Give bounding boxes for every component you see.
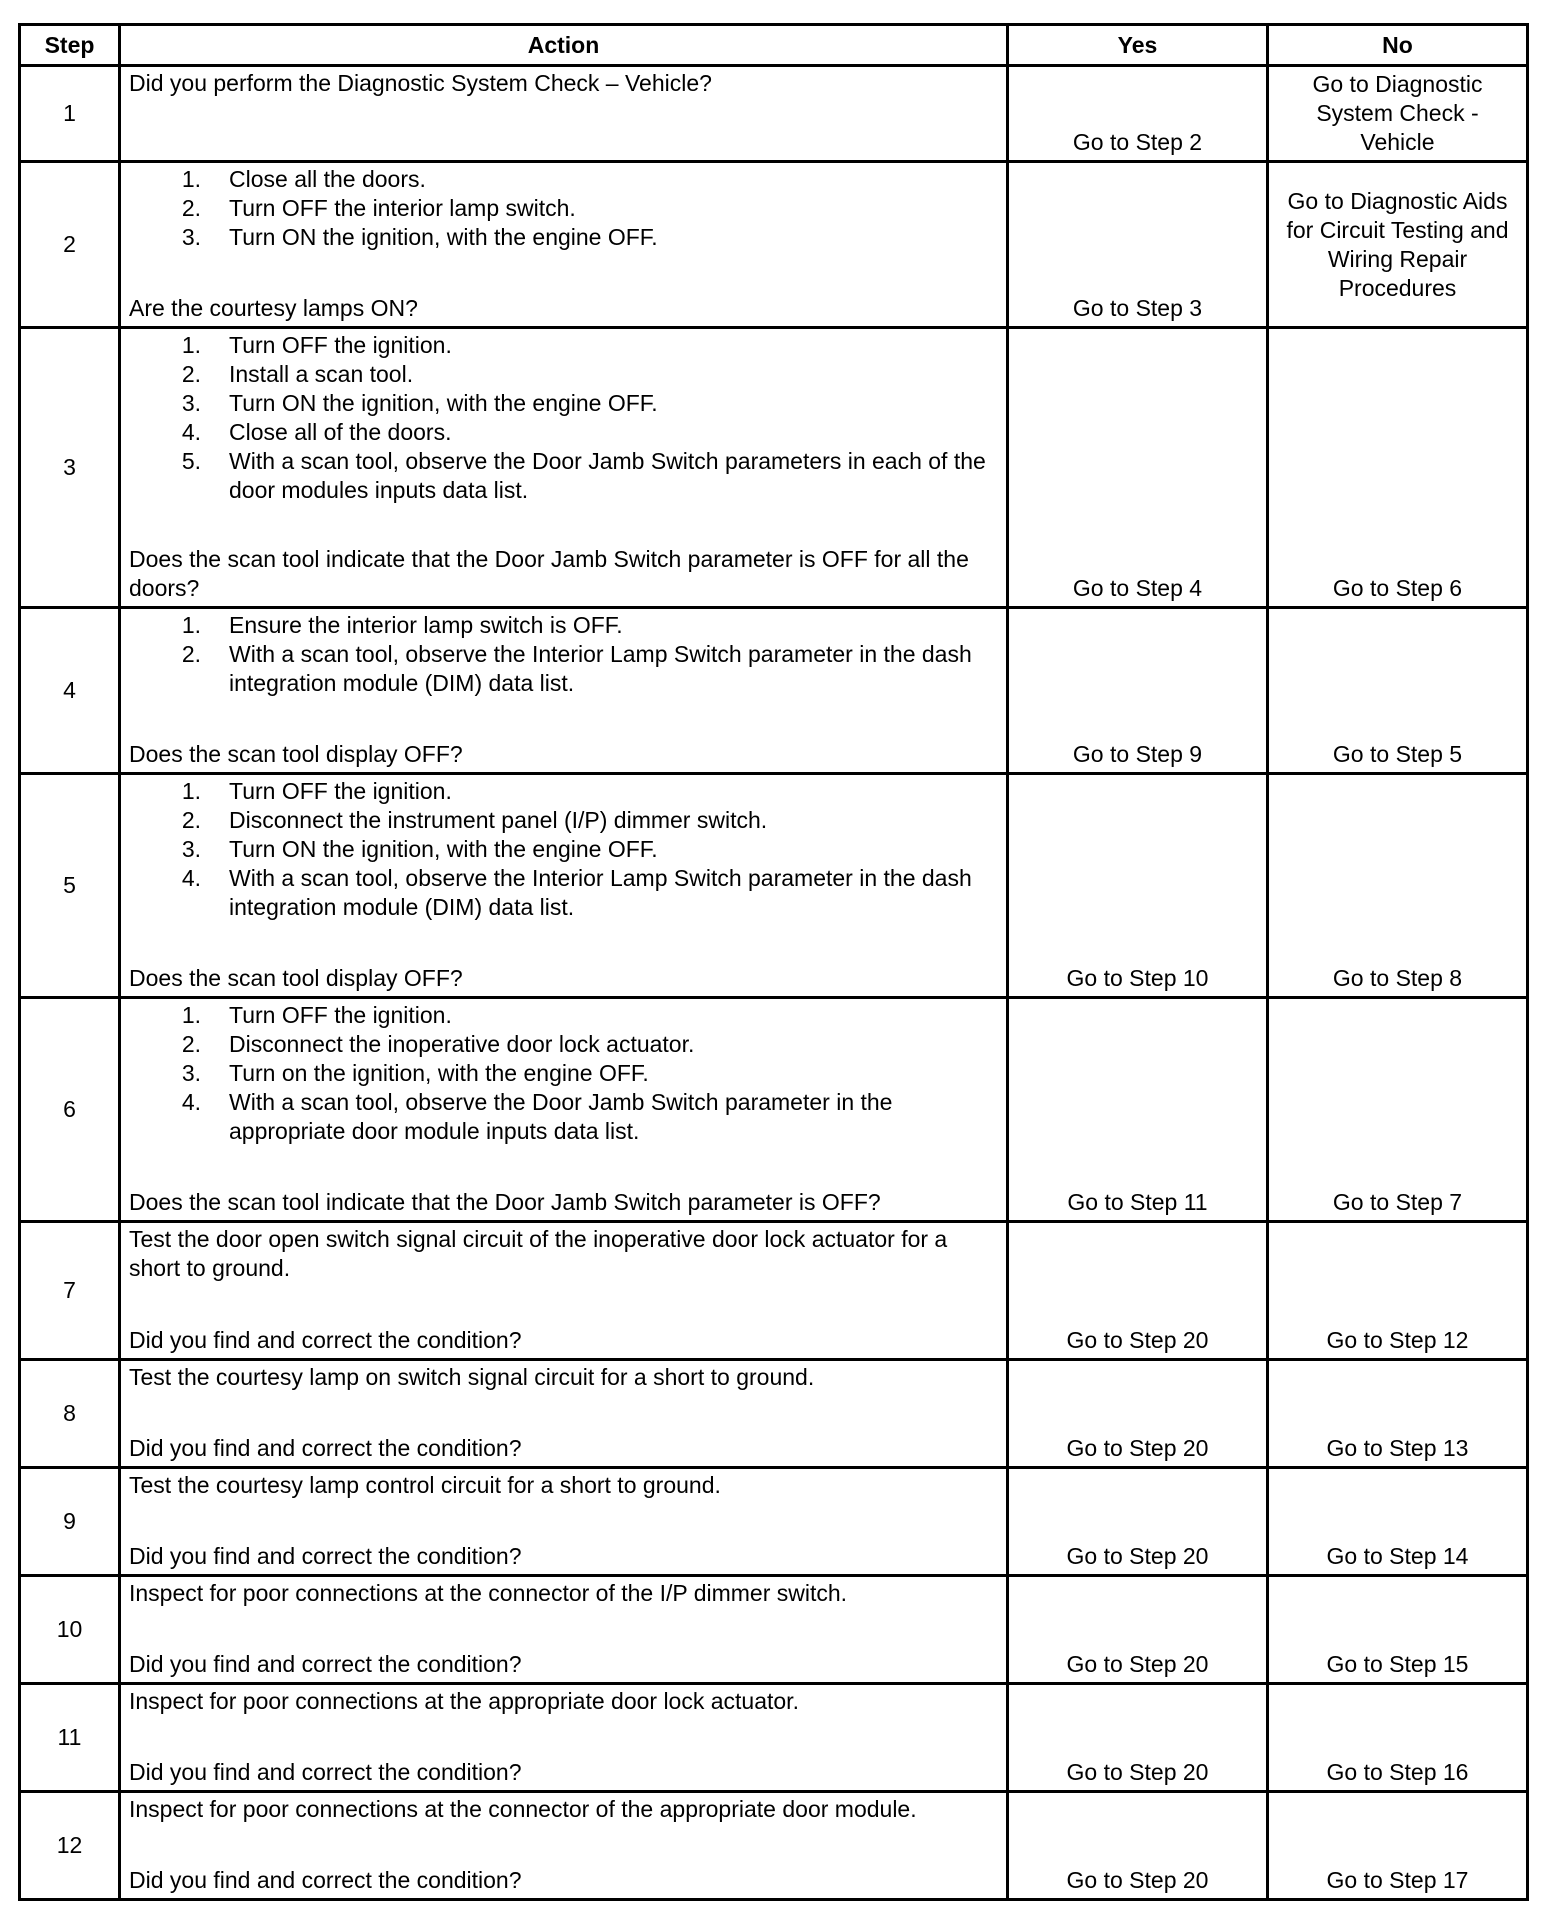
action-content (121, 1685, 1006, 1790)
no-cell (1268, 998, 1528, 1222)
procedure-item-number: 2. (181, 1031, 201, 1057)
procedure-list (129, 331, 1000, 505)
action-body (129, 1579, 1000, 1608)
yes-result: Go to Step 20 (1066, 1543, 1209, 1569)
procedure-list (129, 165, 1000, 252)
no-result-line: Go to Step 17 (1326, 1867, 1469, 1893)
step-number: 4 (20, 608, 120, 774)
action-body (129, 165, 1000, 252)
no-cell (1268, 1576, 1528, 1684)
action-content (121, 163, 1006, 326)
procedure-item-text: Turn ON the ignition, with the engine OFF. (229, 836, 658, 862)
action-question: Did you find and correct the condition? (129, 1435, 522, 1461)
procedure-item-text: With a scan tool, observe the Interior Lamp Switch parameter in the dash integration module (DIM) data list. (229, 641, 972, 696)
procedure-item-number: 1. (181, 612, 201, 638)
no-result (1269, 1758, 1526, 1790)
table-row (20, 162, 1528, 328)
no-result (1269, 964, 1526, 996)
no-cell (1268, 1360, 1528, 1468)
procedure-item (129, 806, 1000, 835)
no-result (1269, 1188, 1526, 1220)
yes-result: Go to Step 10 (1066, 965, 1209, 991)
header-no: No (1268, 25, 1528, 66)
procedure-item (129, 165, 1000, 194)
no-result-line: for Circuit Testing and (1286, 216, 1509, 243)
no-cell (1268, 66, 1528, 162)
action-body (129, 1471, 1000, 1500)
step-number: 11 (20, 1684, 120, 1792)
procedure-item (129, 864, 1000, 922)
procedure-item-number: 3. (181, 836, 201, 862)
action-question: Did you find and correct the condition? (129, 1327, 522, 1353)
procedure-item-number: 3. (181, 224, 201, 250)
step-number: 10 (20, 1576, 120, 1684)
table-row (20, 328, 1528, 608)
yes-result: Go to Step 4 (1072, 575, 1203, 601)
no-result-line: Go to Step 13 (1326, 1435, 1469, 1461)
action-content (121, 1223, 1006, 1358)
action-cell (120, 1360, 1008, 1468)
procedure-item-text: Close all the doors. (229, 166, 426, 192)
action-cell (120, 66, 1008, 162)
yes-cell (1008, 66, 1268, 162)
procedure-item-text: Close all of the doors. (229, 419, 452, 445)
procedure-item-text: Ensure the interior lamp switch is OFF. (229, 612, 623, 638)
procedure-item (129, 1030, 1000, 1059)
no-result-line: Go to Step 8 (1332, 965, 1463, 991)
procedure-list (129, 1001, 1000, 1146)
no-cell (1268, 1222, 1528, 1360)
action-content (121, 1361, 1006, 1466)
yes-result: Go to Step 20 (1066, 1327, 1209, 1353)
action-body (129, 331, 1000, 505)
procedure-list (129, 777, 1000, 922)
action-text: Test the courtesy lamp control circuit for a short to ground. (129, 1472, 721, 1498)
procedure-item (129, 360, 1000, 389)
action-question: Does the scan tool display OFF? (129, 741, 463, 767)
procedure-item (129, 640, 1000, 698)
no-result-line: Go to Diagnostic Aids (1287, 187, 1508, 214)
procedure-item-number: 2. (181, 807, 201, 833)
procedure-item-text: Turn OFF the ignition. (229, 332, 452, 358)
yes-cell (1008, 1468, 1268, 1576)
action-question: Are the courtesy lamps ON? (129, 295, 418, 321)
action-cell (120, 1792, 1008, 1900)
table-row (20, 998, 1528, 1222)
procedure-item (129, 331, 1000, 360)
action-body (129, 1225, 1000, 1283)
action-body (129, 1795, 1000, 1824)
action-cell (120, 608, 1008, 774)
no-result-line: Go to Step 14 (1326, 1543, 1469, 1569)
table-row (20, 608, 1528, 774)
action-question: Did you find and correct the condition? (129, 1651, 522, 1677)
procedure-item-number: 4. (181, 1089, 201, 1115)
table-row (20, 1576, 1528, 1684)
action-cell (120, 1684, 1008, 1792)
step-number: 12 (20, 1792, 120, 1900)
action-cell (120, 1222, 1008, 1360)
yes-cell (1008, 608, 1268, 774)
no-result-line: Go to Step 6 (1332, 575, 1463, 601)
action-question: Did you find and correct the condition? (129, 1867, 522, 1893)
procedure-item (129, 777, 1000, 806)
no-cell (1268, 608, 1528, 774)
header-action: Action (120, 25, 1008, 66)
no-cell (1268, 1468, 1528, 1576)
table-row (20, 1360, 1528, 1468)
table-row (20, 1792, 1528, 1900)
procedure-item-text: Install a scan tool. (229, 361, 414, 387)
action-text: Test the door open switch signal circuit of the inoperative door lock actuator for a short to ground. (129, 1226, 948, 1281)
action-cell (120, 774, 1008, 998)
procedure-item-number: 1. (181, 332, 201, 358)
procedure-item-text: With a scan tool, observe the Interior Lamp Switch parameter in the dash integration module (DIM) data list. (229, 865, 972, 920)
action-cell (120, 1576, 1008, 1684)
action-cell (120, 998, 1008, 1222)
yes-result: Go to Step 2 (1072, 129, 1203, 155)
table-row (20, 66, 1528, 162)
yes-cell (1008, 162, 1268, 328)
no-result-line: Go to Step 12 (1326, 1327, 1469, 1353)
table-row (20, 1468, 1528, 1576)
action-question: Does the scan tool indicate that the Door Jamb Switch parameter is OFF for all the doors? (129, 546, 969, 601)
no-result-line: Procedures (1338, 274, 1457, 301)
procedure-item-text: With a scan tool, observe the Door Jamb Switch parameter in the appropriate door module inputs data list. (229, 1089, 893, 1144)
table-row (20, 774, 1528, 998)
no-result (1269, 740, 1526, 772)
action-body (129, 1001, 1000, 1146)
yes-result: Go to Step 11 (1067, 1189, 1208, 1215)
step-number: 2 (20, 162, 120, 328)
no-cell (1268, 328, 1528, 608)
procedure-item-text: Turn ON the ignition, with the engine OFF. (229, 224, 658, 250)
action-text: Inspect for poor connections at the connector of the appropriate door module. (129, 1796, 917, 1822)
no-result-line: Go to Diagnostic (1312, 71, 1483, 97)
action-question: Did you find and correct the condition? (129, 1543, 522, 1569)
action-content (121, 329, 1006, 606)
step-number: 9 (20, 1468, 120, 1576)
procedure-list (129, 611, 1000, 698)
action-question: Does the scan tool indicate that the Door Jamb Switch parameter is OFF? (129, 1189, 881, 1215)
procedure-item (129, 418, 1000, 447)
no-result-line: Go to Step 7 (1332, 1189, 1463, 1215)
action-content (121, 1793, 1006, 1898)
no-cell (1268, 774, 1528, 998)
action-text: Inspect for poor connections at the connector of the I/P dimmer switch. (129, 1580, 848, 1606)
procedure-item-number: 2. (181, 361, 201, 387)
no-result (1269, 574, 1526, 606)
action-body (129, 1363, 1000, 1392)
yes-cell (1008, 1222, 1268, 1360)
procedure-item-text: Turn OFF the ignition. (229, 778, 452, 804)
no-result-line: Go to Step 15 (1326, 1651, 1469, 1677)
no-result (1269, 1866, 1526, 1898)
no-result (1269, 1542, 1526, 1574)
step-number: 1 (20, 66, 120, 162)
table-row (20, 1684, 1528, 1792)
procedure-item-text: Turn on the ignition, with the engine OFF. (229, 1060, 649, 1086)
procedure-item-number: 5. (181, 448, 201, 474)
procedure-item-text: Disconnect the instrument panel (I/P) dimmer switch. (229, 807, 768, 833)
procedure-item (129, 1059, 1000, 1088)
header-yes: Yes (1008, 25, 1268, 66)
procedure-item (129, 1088, 1000, 1146)
procedure-item-number: 1. (181, 778, 201, 804)
procedure-item-text: Turn ON the ignition, with the engine OFF. (229, 390, 658, 416)
yes-cell (1008, 1576, 1268, 1684)
procedure-item-number: 2. (181, 195, 201, 221)
action-text: Test the courtesy lamp on switch signal circuit for a short to ground. (129, 1364, 815, 1390)
yes-result: Go to Step 9 (1072, 741, 1203, 767)
no-result-line: System Check - (1316, 100, 1479, 126)
procedure-item-number: 3. (181, 390, 201, 416)
diagnostic-table (18, 23, 1529, 1901)
no-result (1269, 68, 1526, 159)
no-result-line: Go to Step 16 (1326, 1759, 1469, 1785)
procedure-item-number: 1. (181, 166, 201, 192)
header-step: Step (20, 25, 120, 66)
procedure-item-text: Turn OFF the interior lamp switch. (229, 195, 576, 221)
action-cell (120, 1468, 1008, 1576)
procedure-item-number: 1. (181, 1002, 201, 1028)
action-cell (120, 328, 1008, 608)
procedure-item-text: Disconnect the inoperative door lock actuator. (229, 1031, 695, 1057)
table-row (20, 1222, 1528, 1360)
action-body (129, 611, 1000, 698)
action-text: Did you perform the Diagnostic System Check – Vehicle? (129, 70, 712, 96)
step-number: 8 (20, 1360, 120, 1468)
no-result-line: Go to Step 5 (1332, 741, 1463, 767)
header-row (20, 25, 1528, 66)
no-cell (1268, 1792, 1528, 1900)
action-cell (120, 162, 1008, 328)
no-result-line: Wiring Repair (1327, 245, 1468, 272)
yes-result: Go to Step 20 (1066, 1435, 1209, 1461)
action-body (129, 69, 1000, 98)
yes-cell (1008, 998, 1268, 1222)
action-question: Did you find and correct the condition? (129, 1759, 522, 1785)
yes-result: Go to Step 20 (1066, 1651, 1209, 1677)
yes-cell (1008, 1684, 1268, 1792)
action-body (129, 777, 1000, 922)
procedure-item (129, 611, 1000, 640)
table-body (20, 66, 1528, 1900)
procedure-item-text: With a scan tool, observe the Door Jamb Switch parameters in each of the door modules inputs data list. (229, 448, 986, 503)
procedure-item-number: 2. (181, 641, 201, 667)
yes-cell (1008, 1360, 1268, 1468)
yes-cell (1008, 774, 1268, 998)
step-number: 3 (20, 328, 120, 608)
step-number: 6 (20, 998, 120, 1222)
yes-cell (1008, 328, 1268, 608)
procedure-item-number: 4. (181, 865, 201, 891)
action-body (129, 1687, 1000, 1716)
yes-result: Go to Step 3 (1072, 295, 1203, 321)
no-cell (1268, 1684, 1528, 1792)
no-result-line: Vehicle (1360, 129, 1435, 155)
step-number: 5 (20, 774, 120, 998)
procedure-item-number: 3. (181, 1060, 201, 1086)
procedure-item (129, 389, 1000, 418)
procedure-item-text: Turn OFF the ignition. (229, 1002, 452, 1028)
procedure-item (129, 1001, 1000, 1030)
procedure-item-number: 4. (181, 419, 201, 445)
action-content (121, 999, 1006, 1220)
yes-cell (1008, 1792, 1268, 1900)
action-content (121, 609, 1006, 772)
action-content (121, 1469, 1006, 1574)
action-text: Inspect for poor connections at the appropriate door lock actuator. (129, 1688, 799, 1714)
yes-result: Go to Step 20 (1066, 1759, 1209, 1785)
yes-result: Go to Step 20 (1066, 1867, 1209, 1893)
no-result (1269, 185, 1526, 305)
no-result (1269, 1434, 1526, 1466)
step-number: 7 (20, 1222, 120, 1360)
action-content (121, 1577, 1006, 1682)
action-content (121, 775, 1006, 996)
no-cell (1268, 162, 1528, 328)
procedure-item (129, 835, 1000, 864)
action-content (121, 67, 1006, 160)
procedure-item (129, 223, 1000, 252)
procedure-item (129, 447, 1000, 505)
procedure-item (129, 194, 1000, 223)
no-result (1269, 1326, 1526, 1358)
action-question: Does the scan tool display OFF? (129, 965, 463, 991)
no-result (1269, 1650, 1526, 1682)
